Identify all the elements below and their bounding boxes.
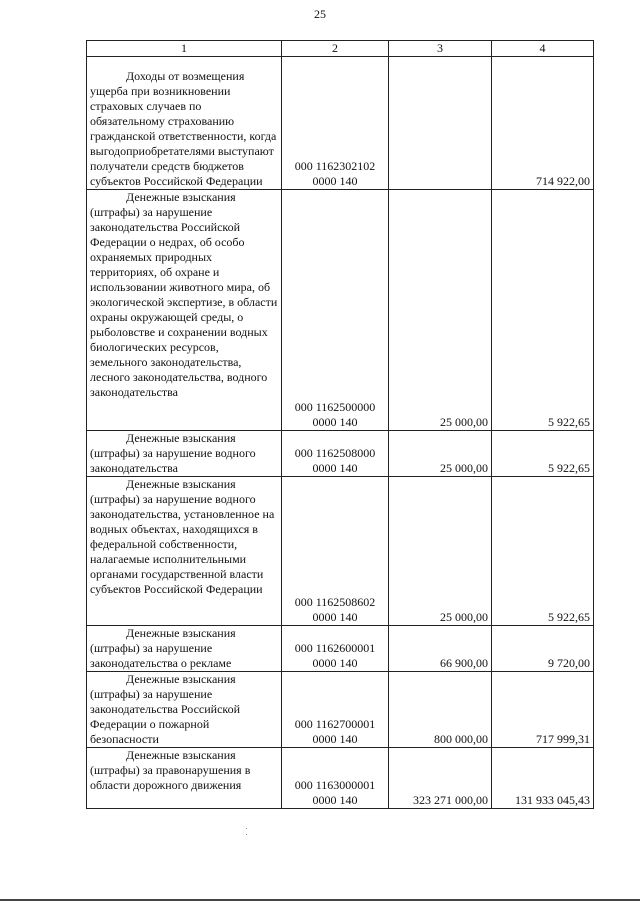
row-code: 000 1162508000 0000 140 [282, 431, 389, 477]
row-plan: 323 271 000,00 [389, 748, 492, 809]
table-header-row [87, 41, 594, 57]
table-row [87, 748, 594, 809]
column-header: 2 [282, 41, 389, 57]
row-code: 000 1162508602 0000 140 [282, 477, 389, 626]
table-row [87, 431, 594, 477]
column-header: 1 [87, 41, 282, 57]
table-row [87, 57, 594, 190]
page-bottom-edge [0, 899, 640, 901]
row-plan [389, 57, 492, 190]
row-code: 000 1162500000 0000 140 [282, 190, 389, 431]
row-code: 000 1162700001 0000 140 [282, 672, 389, 748]
row-plan: 25 000,00 [389, 190, 492, 431]
column-header: 4 [492, 41, 594, 57]
row-plan: 66 900,00 [389, 626, 492, 672]
row-actual: 131 933 045,43 [492, 748, 594, 809]
row-actual: 5 922,65 [492, 431, 594, 477]
page-number: 25 [314, 7, 326, 21]
row-code: 000 1162302102 0000 140 [282, 57, 389, 190]
row-name: Денежные взыскания (штрафы) за нарушение водного законодательства [87, 431, 282, 477]
row-name: Денежные взыскания (штрафы) за нарушение водного законодательства, установленное на водных объектах, находящихся в федеральной собственности, налагаемые исполнительными органами государственной власти субъектов Российской Федерации [87, 477, 282, 626]
row-name: Денежные взыскания (штрафы) за нарушение законодательства Российской Федерации о пожарной безопасности [87, 672, 282, 748]
row-plan: 25 000,00 [389, 477, 492, 626]
scan-artifact [245, 828, 248, 838]
table-row [87, 477, 594, 626]
row-code: 000 1163000001 0000 140 [282, 748, 389, 809]
row-name: Денежные взыскания (штрафы) за нарушение законодательства о рекламе [87, 626, 282, 672]
revenue-table [86, 40, 594, 809]
row-actual: 717 999,31 [492, 672, 594, 748]
row-code: 000 1162600001 0000 140 [282, 626, 389, 672]
row-name: Денежные взыскания (штрафы) за правонарушения в области дорожного движения [87, 748, 282, 809]
row-actual: 714 922,00 [492, 57, 594, 190]
table-row [87, 626, 594, 672]
row-plan: 800 000,00 [389, 672, 492, 748]
row-actual: 9 720,00 [492, 626, 594, 672]
column-header: 3 [389, 41, 492, 57]
table-row [87, 190, 594, 431]
row-name: Доходы от возмещения ущерба при возникновении страховых случаев по обязательному страхованию гражданской ответственности, когда выгодоприобретателями выступают получатели средств бюджетов субъектов Российской Федерации [87, 57, 282, 190]
row-actual: 5 922,65 [492, 190, 594, 431]
row-name: Денежные взыскания (штрафы) за нарушение законодательства Российской Федерации о недрах, об особо охраняемых природных территориях, об охране и использовании животного мира, об экологической экспертизе, в области охраны окружающей среды, о рыболовстве и сохранении водных биологических ресурсов, земельного законодательства, лесного законодательства, водного законодательства [87, 190, 282, 431]
row-plan: 25 000,00 [389, 431, 492, 477]
row-actual: 5 922,65 [492, 477, 594, 626]
table-row [87, 672, 594, 748]
